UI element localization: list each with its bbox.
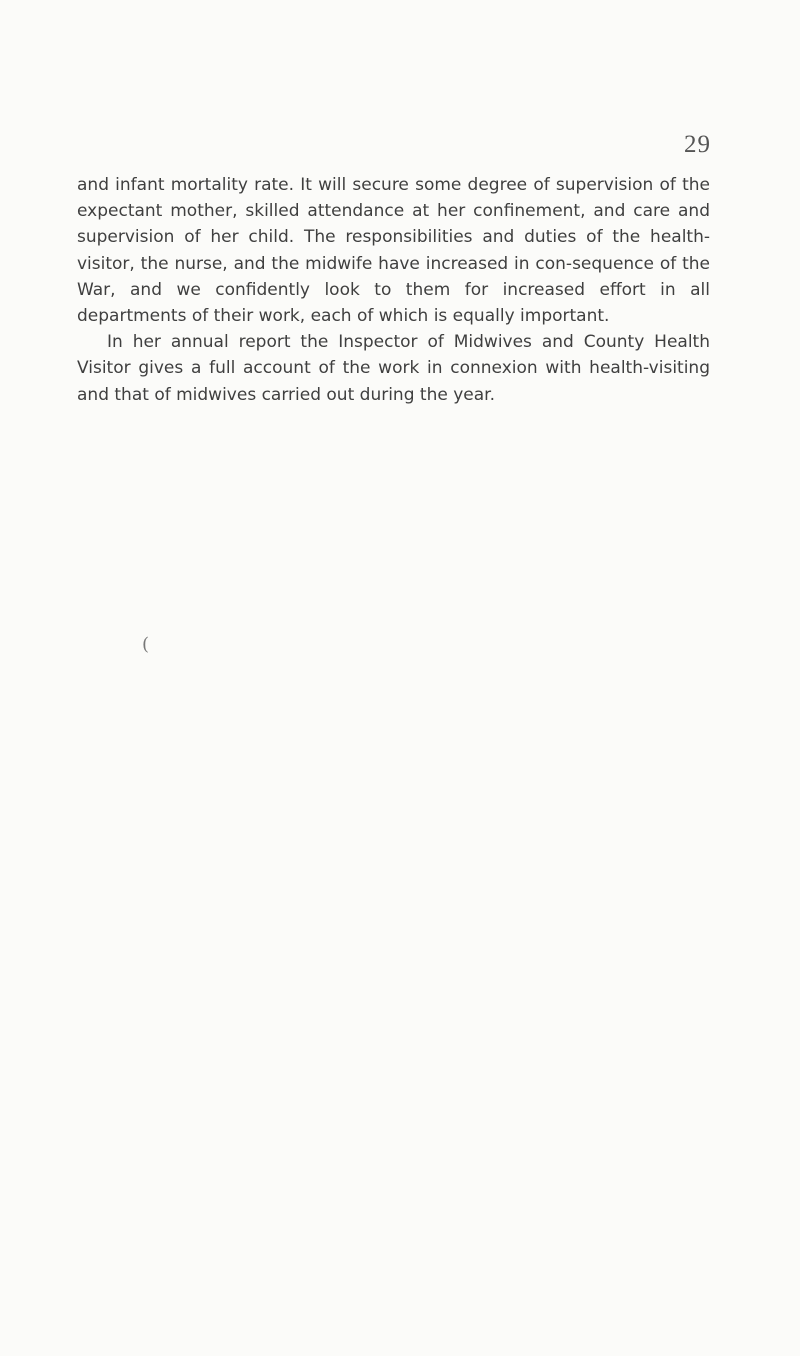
paragraph-1: and infant mortality rate. It will secure some degree of supervision of the expectant mother, skilled attendance at her confinement, and care and supervision of her child. The responsibilities and duties of the health-visitor, the nurse, and the midwife have increased in con-sequence of the War, and we confidently look to them for increased effort in all departments of their work, each of which is equally important. [77, 175, 710, 327]
margin-mark: ( [142, 634, 150, 655]
page-number: 29 [684, 131, 711, 158]
body-text [77, 172, 710, 408]
paragraph-2: In her annual report the Inspector of Midwives and County Health Visitor gives a full account of the work in connexion with health-visiting and that of midwives carried out during the year. [77, 332, 710, 405]
